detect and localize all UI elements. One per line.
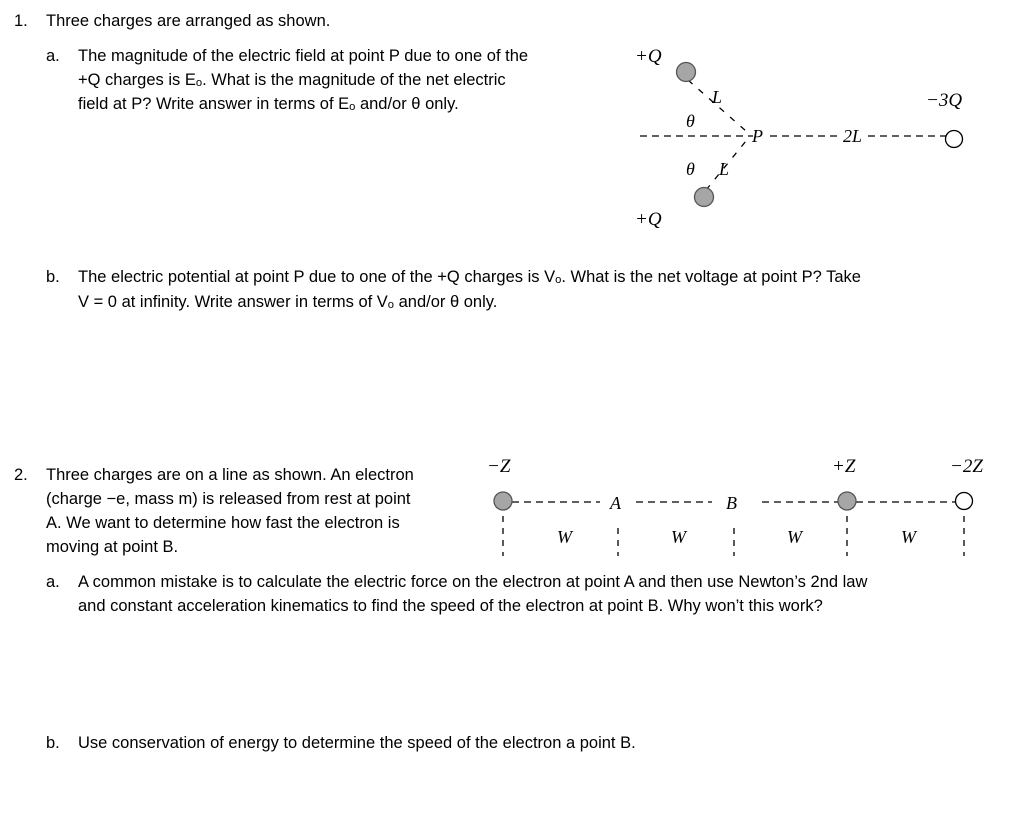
- q1a-line-2: +Q charges is Eₒ. What is the magnitude of the net electric: [78, 71, 506, 89]
- q2b-line-1: Use conservation of energy to determine the speed of the electron a point B.: [78, 734, 636, 752]
- label-spacing-3: W: [787, 527, 802, 547]
- q1-number: 1.: [14, 12, 28, 30]
- q2b-letter: b.: [46, 734, 60, 752]
- label-minus-z: −Z: [487, 456, 511, 477]
- q1a-line-3: field at P? Write answer in terms of Eₒ and/or θ only.: [78, 95, 459, 113]
- q2-diagram: [0, 450, 1024, 560]
- charge-minus-z: [494, 492, 512, 510]
- label-top-angle: θ: [686, 111, 695, 131]
- q1b-line-2: V = 0 at infinity. Write answer in terms of Vₒ and/or θ only.: [78, 293, 498, 311]
- label-right-charge: −3Q: [926, 90, 963, 111]
- label-bottom-length: L: [719, 159, 730, 179]
- label-minus-2z: −2Z: [950, 456, 983, 477]
- q1-stem: Three charges are arranged as shown.: [46, 12, 331, 30]
- q2-stem-line-3: A. We want to determine how fast the electron is: [46, 514, 400, 532]
- label-point-b: B: [726, 493, 737, 513]
- q1a-line-1: The magnitude of the electric field at point P due to one of the: [78, 47, 529, 65]
- label-top-charge: +Q: [635, 46, 662, 67]
- q1-diagram: [0, 0, 1024, 240]
- label-spacing-1: W: [557, 527, 572, 547]
- charge-top-positive: [677, 63, 696, 82]
- q2-stem-line-2: (charge −e, mass m) is released from rest at point: [46, 490, 411, 508]
- charge-plus-z: [838, 492, 856, 510]
- q2a-line-2: and constant acceleration kinematics to find the speed of the electron at point B. Why won’t this work?: [78, 597, 823, 615]
- label-point-p: P: [752, 126, 763, 146]
- q2-stem-line-4: moving at point B.: [46, 538, 179, 556]
- q2-number: 2.: [14, 466, 28, 484]
- label-bottom-charge: +Q: [635, 209, 662, 230]
- q2-stem-line-1: Three charges are on a line as shown. An electron: [46, 466, 414, 484]
- label-top-length: L: [712, 87, 723, 107]
- charge-right-negative: [946, 131, 963, 148]
- q1b-line-1: The electric potential at point P due to one of the +Q charges is Vₒ. What is the net voltage at point P? Take: [78, 268, 861, 286]
- label-distance-2l: 2L: [843, 126, 863, 146]
- label-spacing-2: W: [671, 527, 686, 547]
- label-plus-z: +Z: [832, 456, 856, 477]
- charge-bottom-positive: [695, 188, 714, 207]
- label-bottom-angle: θ: [686, 159, 695, 179]
- label-point-a: A: [610, 493, 621, 513]
- q1a-letter: a.: [46, 47, 60, 65]
- label-spacing-4: W: [901, 527, 916, 547]
- q1b-letter: b.: [46, 268, 60, 286]
- q2a-line-1: A common mistake is to calculate the electric force on the electron at point A and then use Newton’s 2nd law: [78, 573, 868, 591]
- q2a-letter: a.: [46, 573, 60, 591]
- charge-minus-2z: [956, 493, 973, 510]
